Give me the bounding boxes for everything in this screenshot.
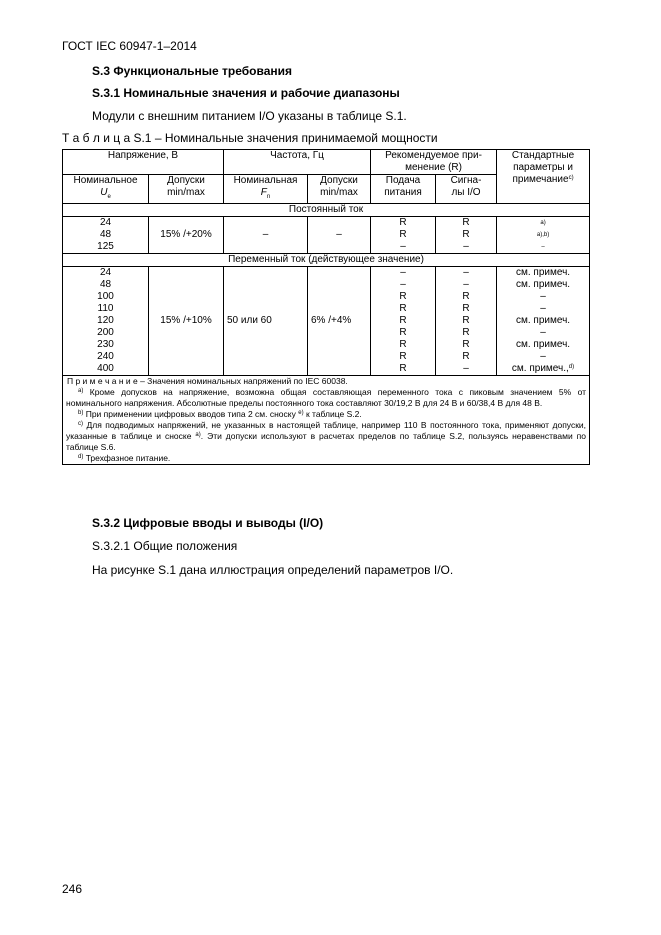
ac-nominal-values: 24 48 100 110 120 200 230 240 400 xyxy=(63,267,149,376)
dc-voltage-tolerance: 15% /+20% xyxy=(149,217,224,254)
ac-nominal-frequency: 50 или 60 xyxy=(224,267,308,376)
ac-section-title: Переменный ток (действующее значение) xyxy=(63,254,590,267)
dc-note: а),b) xyxy=(536,232,550,238)
header-voltage: Напряжение, В xyxy=(63,150,224,175)
section-paragraph: На рисунке S.1 дана иллюстрация определений параметров I/O. xyxy=(92,563,454,577)
header-frequency: Частота, Гц xyxy=(224,150,371,175)
ac-section-row xyxy=(63,254,590,267)
dc-signal-values: R R – xyxy=(436,217,497,254)
dc-frequency-tolerance: – xyxy=(308,217,371,254)
header-recommended: Рекомендуемое при- менение (R) xyxy=(371,150,497,175)
ac-voltage-tolerance: 15% /+10% xyxy=(149,267,224,376)
dc-notes xyxy=(497,217,590,254)
intro-paragraph: Модули с внешним питанием I/O указаны в таблице S.1. xyxy=(92,109,407,123)
footnote-lead: П р и м е ч а н и е – Значения номинальных напряжений по IEC 60038. xyxy=(67,376,348,386)
footnotes-row xyxy=(63,376,590,465)
section-heading-s3-2-1: S.3.2.1 Общие положения xyxy=(92,539,238,553)
footnote-b: $^{b)}$ При применении цифровых вводов типа 2 см. сноску $^{е)}$ к таблице S.2. xyxy=(78,409,362,419)
table-footnotes xyxy=(63,376,590,465)
header-frequency-tolerance: Допуски min/max xyxy=(308,175,371,204)
ac-notes: см. примеч. см. примеч. – – см. примеч. – см. примеч. – см. примеч.,$^{d)}$ xyxy=(497,267,590,376)
header-nominal-voltage: Номинальное $U_e$ xyxy=(63,175,149,204)
header-supply: Подача питания xyxy=(371,175,436,204)
dc-section-row xyxy=(63,204,590,217)
section-heading-s3: S.3 Функциональные требования xyxy=(92,64,293,78)
ac-data-row xyxy=(63,267,590,376)
header-signals: Сигна- лы I/O xyxy=(436,175,497,204)
header-nominal-frequency: Номинальная $F_n$ xyxy=(224,175,308,204)
dc-note: а) xyxy=(540,220,546,226)
header-voltage-tolerance: Допуски min/max xyxy=(149,175,224,204)
ac-frequency-tolerance: 6% /+4% xyxy=(308,267,371,376)
page-number: 246 xyxy=(62,882,83,896)
ac-supply-values: – – R R R R R R R xyxy=(371,267,436,376)
dc-data-row xyxy=(63,217,590,254)
document-header: ГОСТ IEC 60947-1–2014 xyxy=(62,39,197,53)
footnote-d: $^{d)}$ Трехфазное питание. xyxy=(78,453,171,463)
header-standard: Стандартные параметры и примечание$^{с)}$ xyxy=(497,150,590,204)
power-table xyxy=(62,149,590,465)
dc-nominal-values: 24 48 125 xyxy=(63,217,149,254)
dc-nominal-frequency: – xyxy=(224,217,308,254)
dc-note: – xyxy=(541,244,545,250)
section-heading-s3-2: S.3.2 Цифровые вводы и выводы (I/O) xyxy=(92,516,324,530)
ac-signal-values: – – R R R R R R – xyxy=(436,267,497,376)
table-caption: Т а б л и ц а S.1 – Номинальные значения принимаемой мощности xyxy=(62,131,438,145)
table-header-row-1 xyxy=(63,150,590,175)
dc-section-title: Постоянный ток xyxy=(63,204,590,217)
footnote-c: $^{с)}$ Для подводимых напряжений, не указанных в настоящей таблице, например 110 В постоянного тока, применяют допуски, указанные в таблице и сноске $^{а)}$. Эти допуски используют в расчетах пределов по таблице S.2, пользуясь неравенствами по таблице S.6. xyxy=(66,420,587,452)
dc-supply-values: R R – xyxy=(371,217,436,254)
section-heading-s3-1: S.3.1 Номинальные значения и рабочие диапазоны xyxy=(92,86,400,100)
footnote-a: $^{а)}$ Кроме допусков на напряжение, возможна общая составляющая переменного тока с пиковым значением 5% от номинального напряжения. Абсолютные пределы постоянного тока составляют 30/19,2 В для 24 В и 60/38,4 В для 48 В. xyxy=(66,387,587,408)
